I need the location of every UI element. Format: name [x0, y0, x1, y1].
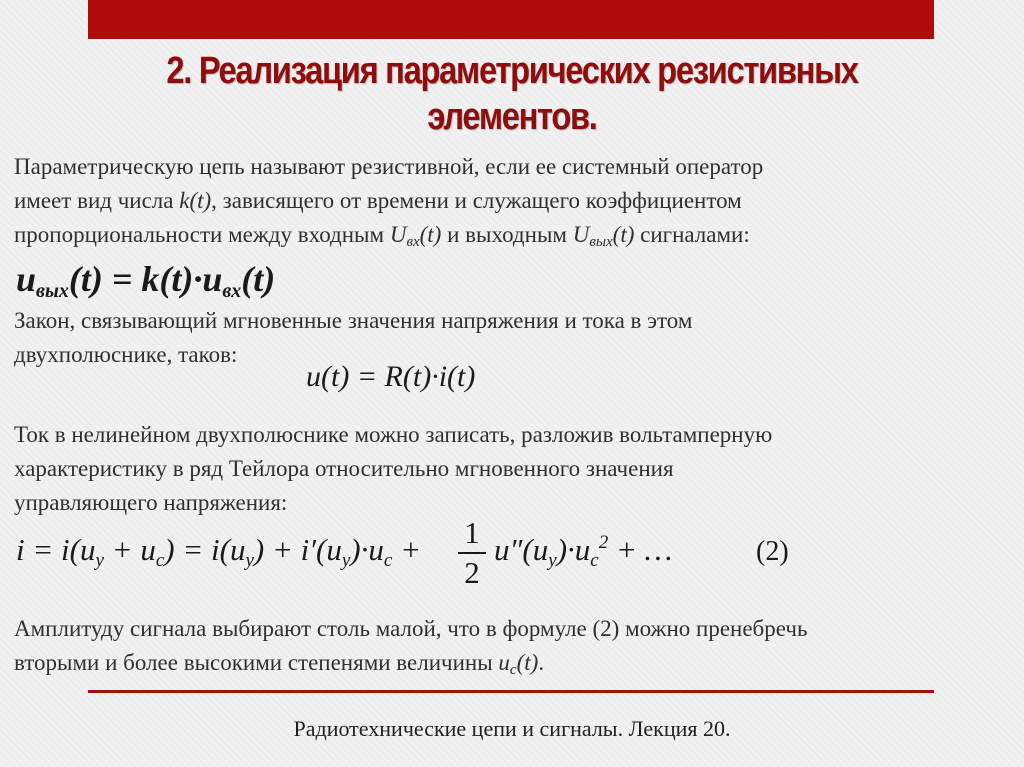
equation-number: (2): [756, 536, 789, 567]
taylor-line1: Ток в нелинейном двухполюснике можно записать, разложив вольтамперную: [14, 422, 773, 447]
amplitude-line2: [14, 646, 1004, 680]
u-out-symbol: U: [572, 222, 590, 247]
f3-p8: + …: [608, 532, 673, 567]
uc-symbol: u: [498, 650, 510, 675]
slide-title: [97, 48, 926, 140]
f3-sub-y: y: [548, 550, 557, 571]
formula1-mid: (t) = k(t)·u: [68, 259, 223, 299]
paragraph-law: [14, 304, 1004, 372]
formula1-sub-out: вых: [36, 280, 69, 302]
f3-p3: ) + i′(u: [253, 532, 342, 567]
definition-text: , зависящего от времени и служащего коэффициентом: [211, 188, 742, 213]
formula-output-voltage: [16, 258, 275, 300]
amplitude-text: вторыми и более высокими степенями величины: [14, 650, 499, 675]
f3-sub-c: c: [590, 550, 599, 571]
u-in-arg: (t): [419, 222, 442, 247]
f3-p5: +: [392, 532, 421, 567]
f3-p4: )·u: [350, 532, 384, 567]
formula1-u: u: [16, 259, 37, 299]
formula-ohm-law: u(t) = R(t)·i(t): [306, 360, 476, 393]
amplitude-text: .: [538, 650, 545, 675]
f3-sub-y: y: [95, 550, 104, 571]
fraction-one-half: [458, 516, 486, 590]
u-in-symbol: U: [389, 222, 407, 247]
paragraph-amplitude: [14, 612, 1004, 680]
uc-subscript: c: [509, 662, 517, 678]
k-of-t: k(t): [179, 188, 212, 213]
f3-sub-c: c: [155, 550, 165, 571]
taylor-line3: управляющего напряжения:: [14, 490, 288, 515]
definition-text: и выходным: [441, 222, 573, 247]
amplitude-line1: Амплитуду сигнала выбирают столь малой, что в формуле (2) можно пренебречь: [14, 616, 808, 641]
slide-title-line1: 2. Реализация параметрических резистивных: [166, 50, 858, 92]
fraction-bar: [458, 552, 486, 554]
f3-sup-2: 2: [598, 532, 609, 553]
taylor-right: [494, 532, 673, 571]
u-out-subscript: вых: [589, 234, 613, 250]
top-accent-bar: [88, 0, 934, 39]
f3-sub-y: y: [245, 550, 254, 571]
definition-text: имеет вид числа: [14, 188, 180, 213]
formula1-end: (t): [241, 259, 276, 299]
f3-p2: ) = i(u: [164, 532, 246, 567]
f3-p6: u″(u: [494, 532, 549, 567]
f3-p7: )·u: [556, 532, 591, 567]
definition-line1: Параметрическую цепь называют резистивной, если ее системный оператор: [14, 154, 764, 179]
paragraph-definition: [14, 150, 1004, 252]
f3-sub-y: y: [341, 550, 351, 571]
f3-sub-c: c: [383, 550, 393, 571]
bottom-accent-line: [88, 690, 934, 693]
f3-plus: + u: [103, 532, 156, 567]
f3-p1: i = i(u: [16, 532, 96, 567]
taylor-left: [16, 532, 421, 571]
fraction-denominator: 2: [464, 555, 480, 590]
definition-text: сигналами:: [634, 222, 750, 247]
fraction-numerator: 1: [464, 515, 480, 550]
u-in-subscript: вх: [406, 234, 420, 250]
slide-footer: Радиотехнические цепи и сигналы. Лекция 20.: [293, 716, 731, 741]
law-line2: двухполюснике, таков:: [14, 342, 238, 367]
definition-text: пропорциональности между входным: [14, 222, 390, 247]
taylor-line2: характеристику в ряд Тейлора относительно мгновенного значения: [14, 456, 674, 481]
paragraph-taylor: [14, 418, 1004, 520]
law-line1: Закон, связывающий мгновенные значения напряжения и тока в этом: [14, 308, 693, 333]
definition-line2: [14, 184, 1004, 218]
formula1-sub-in: вх: [222, 280, 242, 302]
definition-line3: [14, 218, 1004, 252]
uc-arg: (t): [516, 650, 539, 675]
slide-title-line2: элементов.: [427, 96, 597, 138]
u-out-arg: (t): [612, 222, 635, 247]
